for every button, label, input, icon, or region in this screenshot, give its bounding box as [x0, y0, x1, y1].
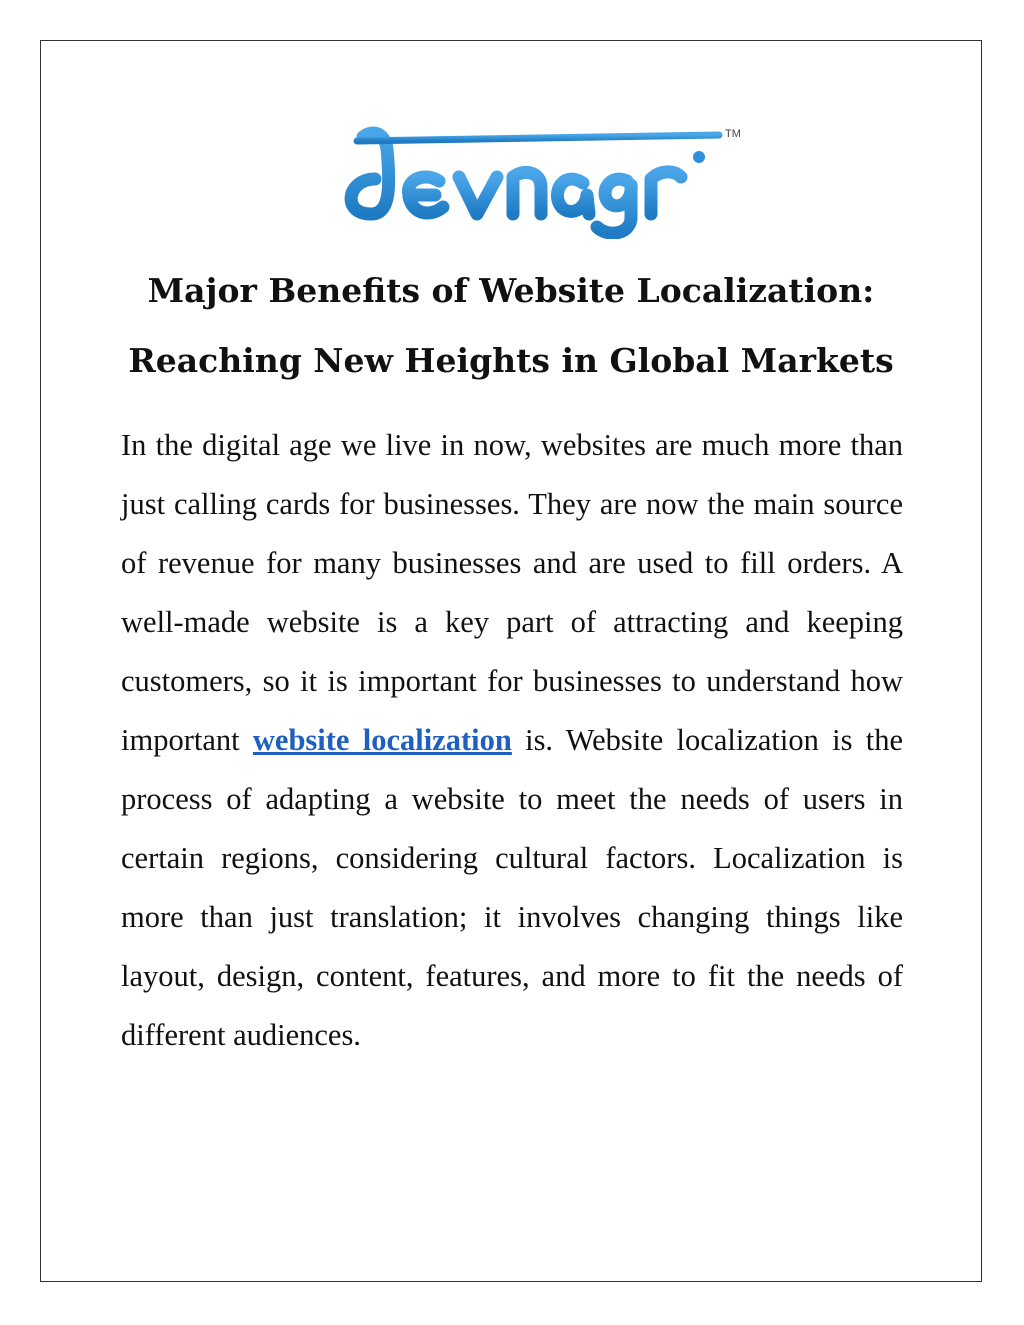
paragraph-text-before-link: In the digital age we live in now, websites are much more than just calling cards for businesses. They are now the main source of revenue for many businesses and are used to fill orders. A well-made website is a key part of attracting and keeping customers, so it is important for businesses to understand how important	[121, 428, 903, 757]
body-paragraph	[121, 416, 903, 1065]
paragraph-text-after-link: is. Website localization is the process of adapting a website to meet the needs of users in certain regions, considering cultural factors. Localization is more than just translation; it involves changing things like layout, design, content, features, and more to fit the needs of different audiences.	[121, 723, 903, 1052]
trademark-mark: TM	[725, 128, 741, 140]
page-title-line-2: Reaching New Heights in Global Markets	[128, 341, 894, 380]
devnagri-logo	[327, 119, 747, 239]
website-localization-link[interactable]: website localization	[252, 723, 512, 757]
page-title-line-1: Major Benefits of Website Localization:	[147, 271, 875, 310]
document-page	[40, 40, 982, 1282]
